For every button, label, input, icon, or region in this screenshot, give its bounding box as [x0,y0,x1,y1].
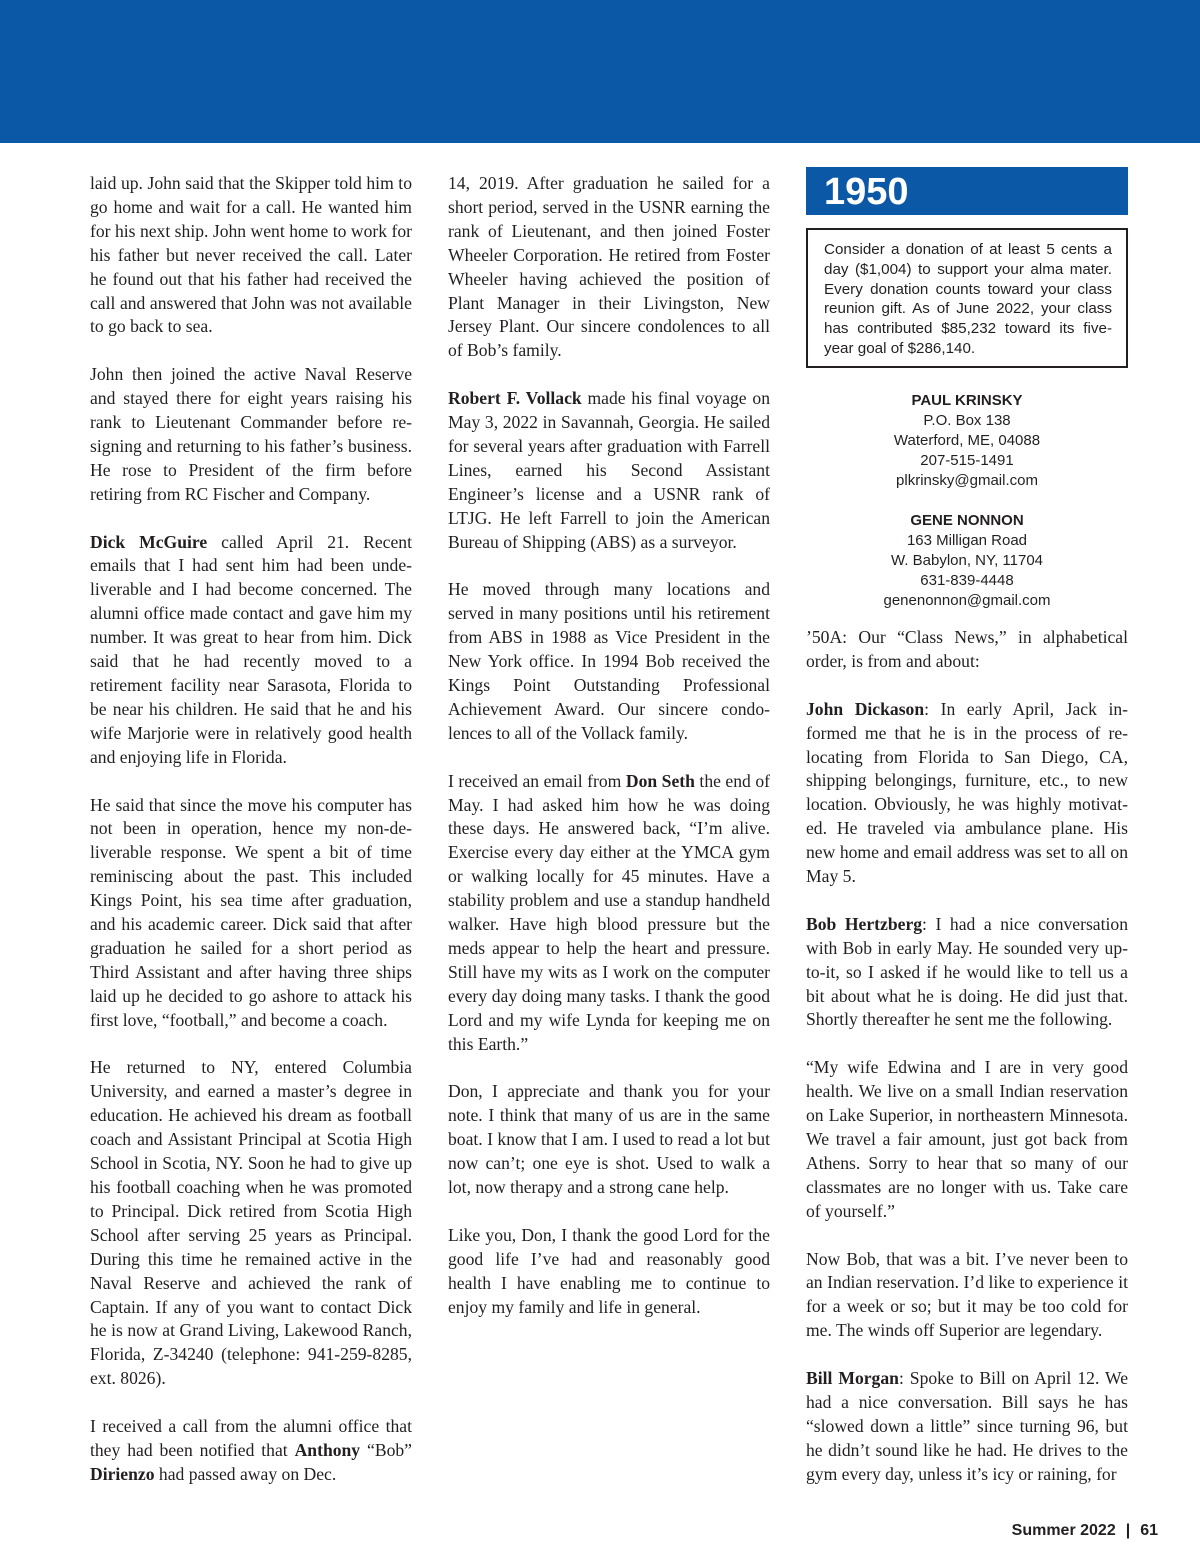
person-name: Don Seth [625,770,695,791]
paragraph: John then joined the active Naval Reserve and stayed there for eight years raising his rank to Lieutenant Commander before resigning and returning to his father’s business. He rose to President of the firm before retiring from RC Fischer and Company. [90,364,412,504]
person-name: Dick McGuire [90,531,208,552]
person-name: John Dickason [806,698,925,719]
contact-address-line: W. Babylon, NY, 11704 [890,552,1044,569]
contact-phone: 207-515-1491 [920,452,1014,469]
paragraph: Robert F. Vollack made his final voyage on May 3, 2022 in Savannah, Georgia. He sailed for several years after graduation with Farrell Lines, earned his Second Assistant Engineer’s license and a USNR rank of LTJG. He left Farrell to join the American Bureau of Shipping (ABS) as a surveyor. [448,388,771,552]
paragraph: John Dickason: In early April, Jack informed me that he is in the process of relocating from Florida to San Diego, CA, shipping belongings, furniture, etc., to new location. Obviously, he was highly motivated. He traveled via ambulance plane. His new home and email address was set to all on May 5. [806,698,1128,887]
header-band [0,0,1200,143]
contact-address-line: 163 Milligan Road [906,532,1028,549]
paragraph: Bill Morgan: Spoke to Bill on April 12. We had a nice conversation. Bill says he has “slowed down a little” since turning 96, but he didn’t sound like he had. He drives to the gym every day, unless it’s icy or raining, for [806,1368,1129,1484]
class-year-header: 1950 [806,167,1128,215]
paragraph: He said that since the move his computer has not been in operation, hence my non-deliverable response. We spent a bit of time reminiscing about the past. This included Kings Point, his sea time after graduation, and his academic career. Dick said that after graduation he sailed for a short period as Third Assistant and after having three ships laid up he decided to go ashore to attack his first love, “football,” and become a coach. [90,794,412,1030]
contact-address-line: Waterford, ME, 04088 [893,432,1041,449]
column-2 [448,172,770,1343]
person-name: Robert F. Vollack [448,388,582,409]
contact-name: GENE NONNON [910,512,1024,529]
column-3 [806,626,1128,1510]
paragraph: 14, 2019. After graduation he sailed for a short period, served in the USNR earning the rank of Lieutenant, and then joined Foster Wheeler Corporation. He retired from Foster Wheeler having achieved the position of Plant Manager in their Livingston, New Jersey Plant. Our sincere condolences to all of Bob’s family. [448,173,770,361]
person-name: Dirienzo [90,1463,155,1484]
paragraph: I received a call from the alumni office that they had been notified that Anthony “Bob” Dirienzo had passed away on Dec. [90,1416,412,1484]
page-number: 61 [1140,1522,1158,1539]
paragraph: laid up. John said that the Skipper told him to go home and wait for a call. He wanted him for his next ship. John went home to work for his father but never received the call. Later he found out that his father had received the call and answered that John was not available to go back to sea. [90,173,412,337]
contact-email: genenonnon@gmail.com [883,592,1051,609]
issue-label: Summer 2022 [1011,1522,1116,1539]
contact-name: PAUL KRINSKY [911,392,1023,409]
paragraph: Now Bob, that was a bit. I’ve never been to an Indian reservation. I’d like to experience it for a week or so; but it may be too cold for me. The winds off Superior are legendary. [806,1248,1128,1341]
person-name: Bill Morgan [806,1368,899,1389]
paragraph: Dick McGuire called April 21. Recent emails that I had sent him had been undeliverable and I had become concerned. The alumni office made contact and gave him my number. It was great to hear from him. Dick said that he had recently moved to a retirement facility near Sarasota, Florida to be near his children. He said that he and his wife Marjorie were in relatively good health and enjoying life in Florida. [90,531,412,767]
contact-address-line: P.O. Box 138 [923,412,1011,429]
contact-phone: 631-839-4448 [920,572,1014,589]
person-name: Anthony [294,1439,361,1460]
column-1 [90,172,412,1511]
class-contact-2 [806,511,1128,611]
person-name: Bob Hertzberg [806,913,923,934]
paragraph: He moved through many locations and served in many positions until his retirement from ABS in 1988 as Vice President in the New York office. In 1994 Bob received the Kings Point Outstanding Professional Achievement Award. Our sincere condolences to all of the Vollack family. [448,579,770,743]
paragraph: He returned to NY, entered Columbia University, and earned a master’s degree in education. He achieved his dream as football coach and Assistant Principal at Scotia High School in Scotia, NY. Soon he had to give up his football coaching when he was promoted to Principal. Dick retired from Scotia High School after serving 25 years as Principal. During this time he remained active in the Naval Reserve and achieved the rank of Captain. If any of you want to contact Dick he is now at Grand Living, Lakewood Ranch, Florida, Z-34240 (telephone: 941-259-8285, ext. 8026). [90,1057,412,1389]
paragraph: Don, I appreciate and thank you for your note. I think that many of us are in the same boat. I know that I am. I used to read a lot but now can’t; one eye is shot. Used to walk a lot, now therapy and a strong cane help. [448,1081,770,1197]
paragraph: ’50A: Our “Class News,” in alphabetical order, is from and about: [806,627,1128,671]
paragraph: I received an email from Don Seth the end of May. I had asked him how he was doing these days. He answered back, “I’m alive. Exercise every day either at the YMCA gym or walking locally for 45 minutes. Have a stability problem and use a standup handheld walker. Have high blood pressure but the meds appear to help the heart and pressure. Still have my wits as I work on the computer every day doing many tasks. I thank the good Lord and my wife Lynda for keeping me on this Earth.” [448,770,771,1054]
paragraph: “My wife Edwina and I are in very good health. We live on a small Indian reservation on Lake Superior, in northeastern Minnesota. We travel a fair amount, just got back from Athens. Sorry to hear that so many of our classmates are no longer with us. Take care of yourself.” [806,1057,1128,1221]
paragraph: Like you, Don, I thank the good Lord for the good life I’ve had and reasonably good health I have enabling me to continue to enjoy my family and life in general. [448,1224,770,1317]
class-contact-1 [806,391,1128,491]
donation-appeal-box: Consider a donation of at least 5 cents a day ($1,004) to support your alma mater. Every donation counts toward your class reunion gift. As of June 2022, your class has contributed $85,232 toward its five-year goal of $286,140. [806,228,1128,368]
contact-email: plkrinsky@gmail.com [896,472,1038,489]
paragraph: Bob Hertzberg: I had a nice conversation with Bob in early May. He sounded very upto-it, so I asked if he would like to tell us a bit about what he is doing. He did just that. Shortly thereafter he sent me the following. [806,913,1128,1030]
footer-separator: | [1125,1522,1131,1539]
page-footer [1012,1522,1158,1540]
